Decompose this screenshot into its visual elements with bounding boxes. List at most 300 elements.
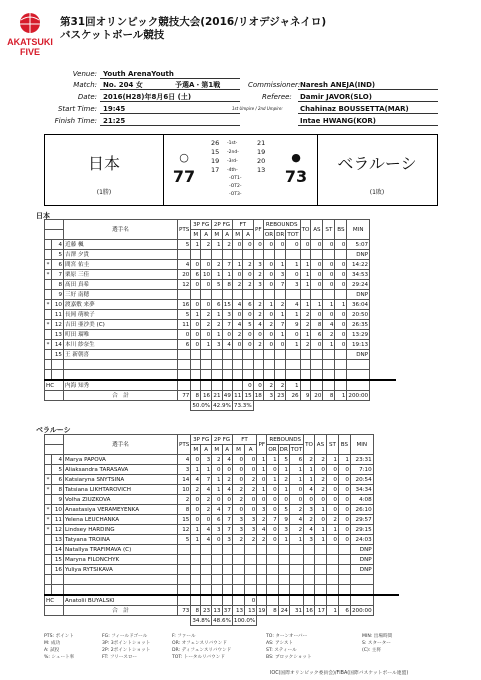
period-row bbox=[205, 139, 277, 148]
stat-cell: 2 bbox=[245, 475, 257, 485]
hc-label: HC bbox=[45, 595, 64, 606]
stat-cell: 0 bbox=[311, 310, 323, 320]
legend-item: TOT: トータルリバウンド bbox=[172, 655, 225, 660]
period-away: 21 bbox=[257, 139, 266, 147]
stat-cell: 4 bbox=[232, 320, 242, 330]
stat-cell: 7 bbox=[222, 515, 232, 525]
ot-label: -OT3- bbox=[229, 192, 242, 197]
stat-cell bbox=[314, 545, 326, 555]
stat-cell: 1 bbox=[267, 475, 278, 485]
legend-item: OR: オフェンスリバウンド bbox=[172, 641, 227, 646]
stat-cell: 8 bbox=[311, 320, 323, 330]
stat-cell: 2 bbox=[178, 495, 191, 505]
stat-cell: DNP bbox=[347, 250, 370, 260]
match-round: 予選A・第1戦 bbox=[175, 81, 221, 89]
stat-cell: 1 bbox=[300, 280, 311, 290]
stat-cell: 0 bbox=[338, 505, 350, 515]
stat-cell: 0 bbox=[338, 475, 350, 485]
stat-cell: 0 bbox=[267, 495, 278, 505]
stat-cell: 14:22 bbox=[347, 260, 370, 270]
stat-cell: 0 bbox=[311, 280, 323, 290]
stat-cell bbox=[178, 350, 191, 360]
player-number: 13 bbox=[52, 535, 64, 545]
stat-cell bbox=[232, 545, 244, 555]
stat-cell: 0 bbox=[323, 240, 335, 250]
stat-cell bbox=[323, 250, 335, 260]
player-number: 16 bbox=[52, 565, 64, 575]
player-number: 10 bbox=[52, 505, 64, 515]
stat-cell bbox=[191, 360, 201, 370]
stat-cell: 4 bbox=[201, 535, 212, 545]
total-cell: 1 bbox=[326, 606, 338, 616]
page-title bbox=[60, 16, 326, 42]
stat-cell bbox=[311, 250, 323, 260]
header-col: REBOUNDS bbox=[263, 220, 300, 230]
stat-cell: 0 bbox=[263, 260, 274, 270]
stat-cell bbox=[267, 585, 278, 596]
stat-cell: 0 bbox=[257, 475, 267, 485]
stat-cell: 10 bbox=[201, 270, 212, 280]
start-label: Start Time: bbox=[57, 105, 97, 113]
stat-cell: 1 bbox=[314, 505, 326, 515]
stat-cell bbox=[201, 555, 212, 565]
stat-cell: 2 bbox=[326, 515, 338, 525]
stat-cell bbox=[243, 370, 253, 381]
total-cell: 8 bbox=[191, 606, 201, 616]
stat-cell: 6 bbox=[178, 340, 191, 350]
stat-cell: 1 bbox=[300, 270, 311, 280]
hc-label: HC bbox=[45, 380, 64, 391]
period-label: -1st- bbox=[227, 141, 238, 146]
total-cell: 77 bbox=[178, 391, 191, 401]
stat-cell: 2 bbox=[278, 475, 289, 485]
total-cell: 21 bbox=[213, 392, 221, 399]
stat-cell bbox=[304, 565, 315, 575]
stat-cell: 23:31 bbox=[350, 455, 373, 465]
player-number: 4 bbox=[52, 455, 64, 465]
stat-cell bbox=[267, 555, 278, 565]
stat-cell bbox=[191, 350, 201, 360]
player-number: 10 bbox=[52, 300, 64, 310]
stat-cell: DNP bbox=[347, 350, 370, 360]
stat-cell: 5 bbox=[178, 310, 191, 320]
stat-cell bbox=[304, 545, 315, 555]
player-number: 5 bbox=[52, 465, 64, 475]
stat-cell: 0 bbox=[201, 280, 212, 290]
stat-cell bbox=[289, 585, 303, 596]
total-cell: 73 bbox=[178, 606, 191, 616]
player-number: 9 bbox=[52, 495, 64, 505]
stat-cell bbox=[304, 575, 315, 585]
stat-cell bbox=[245, 545, 257, 555]
stat-cell: 0 bbox=[245, 495, 257, 505]
stat-cell: 1 bbox=[300, 330, 311, 340]
total-cell: 24 bbox=[278, 606, 289, 616]
player-row bbox=[45, 475, 400, 485]
stat-cell: 15 bbox=[178, 515, 191, 525]
ot-row bbox=[205, 175, 277, 183]
stat-cell: 2 bbox=[243, 280, 253, 290]
stat-cell bbox=[201, 545, 212, 555]
stat-cell: 2 bbox=[323, 330, 335, 340]
player-row bbox=[45, 320, 396, 330]
stat-cell: 0 bbox=[304, 495, 315, 505]
stat-cell bbox=[201, 565, 212, 575]
header-col: MIN bbox=[347, 220, 370, 240]
stat-cell: 2 bbox=[257, 515, 267, 525]
stat-cell: 0 bbox=[335, 330, 347, 340]
stat-cell bbox=[257, 565, 267, 575]
referee-value: Damir JAVOR(SLO) bbox=[300, 93, 372, 101]
stat-cell: 1 bbox=[323, 300, 335, 310]
stat-cell bbox=[335, 360, 347, 370]
stat-cell bbox=[338, 575, 350, 585]
legend-item: MIN: 出場時間 bbox=[362, 634, 393, 639]
stat-cell: 1 bbox=[314, 535, 326, 545]
legend-item: A: 試投 bbox=[44, 648, 60, 653]
stat-cell bbox=[275, 360, 286, 370]
period-row bbox=[205, 166, 277, 175]
player-name: 町田 瑠唯 bbox=[64, 330, 178, 340]
header-col: TO bbox=[304, 435, 315, 455]
header-blank bbox=[45, 230, 64, 240]
stat-cell: 2 bbox=[201, 495, 212, 505]
stat-cell: 4 bbox=[178, 455, 191, 465]
stat-cell: 4 bbox=[201, 485, 212, 495]
legend-item: ST: スティール bbox=[266, 648, 297, 653]
player-name: Marya PAPOVA bbox=[64, 455, 178, 465]
stat-cell: 0 bbox=[212, 535, 222, 545]
header-row bbox=[45, 435, 400, 445]
stat-cell: 0 bbox=[311, 270, 323, 280]
player-row bbox=[45, 330, 396, 340]
stat-cell: 2 bbox=[253, 340, 263, 350]
player-name bbox=[64, 370, 178, 381]
stat-cell: 5 bbox=[278, 455, 289, 465]
stat-cell bbox=[304, 555, 315, 565]
away-result-symbol: ● bbox=[291, 151, 301, 164]
stat-cell bbox=[222, 380, 232, 391]
stat-cell: 4 bbox=[289, 515, 303, 525]
stat-cell: 1 bbox=[191, 465, 201, 475]
stat-cell: 0 bbox=[323, 260, 335, 270]
player-row bbox=[45, 545, 400, 555]
stat-cell: 0 bbox=[335, 320, 347, 330]
pct-blank bbox=[45, 401, 178, 411]
stat-cell bbox=[212, 370, 222, 381]
stat-cell: 0 bbox=[267, 485, 278, 495]
stat-cell bbox=[257, 595, 267, 606]
stat-cell: 2 bbox=[232, 330, 242, 340]
stat-cell bbox=[278, 585, 289, 596]
stat-cell: 0 bbox=[278, 495, 289, 505]
total-cell: 15 bbox=[244, 392, 252, 399]
stat-cell: 0 bbox=[338, 525, 350, 535]
stat-cell bbox=[201, 370, 212, 381]
stat-cell bbox=[286, 370, 300, 381]
stat-cell: 4 bbox=[323, 320, 335, 330]
stat-cell: 0 bbox=[267, 535, 278, 545]
stat-cell: 5 bbox=[278, 505, 289, 515]
stat-cell bbox=[289, 595, 303, 606]
stat-cell: 1 bbox=[222, 270, 232, 280]
pct-row bbox=[45, 616, 400, 626]
stat-cell bbox=[323, 370, 335, 381]
stat-cell bbox=[201, 360, 212, 370]
player-name: 本川 紗奈生 bbox=[64, 340, 178, 350]
stat-cell: 7 bbox=[275, 280, 286, 290]
away-team-name: ベラルーシ bbox=[337, 154, 417, 173]
stat-cell: 3 bbox=[304, 505, 315, 515]
stat-cell bbox=[243, 360, 253, 370]
stat-cell bbox=[253, 290, 263, 300]
stat-cell: 1 bbox=[191, 240, 201, 250]
stat-cell: 1 bbox=[212, 475, 222, 485]
stat-cell bbox=[350, 595, 373, 606]
stat-cell: 0 bbox=[253, 240, 263, 250]
stat-cell: 9 bbox=[278, 515, 289, 525]
stat-cell: 2 bbox=[232, 495, 244, 505]
total-label: 合 計 bbox=[64, 391, 178, 401]
header-subcol: A bbox=[201, 230, 212, 240]
stat-cell: 0 bbox=[232, 465, 244, 475]
stat-cell bbox=[222, 370, 232, 381]
legend-item: FG: フィールドゴール bbox=[102, 634, 148, 639]
stat-cell: 0 bbox=[286, 270, 300, 280]
stat-cell bbox=[323, 360, 335, 370]
player-name: 長岡 萌映子 bbox=[64, 310, 178, 320]
stat-cell bbox=[300, 350, 311, 360]
period-label: -4th- bbox=[227, 168, 238, 173]
stat-cell: 0 bbox=[243, 310, 253, 320]
stat-cell bbox=[338, 585, 350, 596]
commissioner-label: Commissioner: bbox=[248, 81, 301, 89]
stat-cell bbox=[263, 250, 274, 260]
legend-item: 3P: 3ポイントショット bbox=[102, 641, 151, 646]
stat-cell: 34:34 bbox=[350, 485, 373, 495]
header-subcol: M bbox=[232, 230, 242, 240]
stat-cell bbox=[178, 595, 191, 606]
header-col: ST bbox=[323, 220, 335, 240]
stat-cell: 0 bbox=[267, 525, 278, 535]
stat-cell: 0 bbox=[263, 340, 274, 350]
stat-cell bbox=[311, 360, 323, 370]
stat-cell: 0 bbox=[245, 465, 257, 475]
head-coach-row bbox=[45, 595, 400, 606]
stat-cell: 1 bbox=[267, 455, 278, 465]
player-number: 6 bbox=[52, 475, 64, 485]
stat-cell: 9 bbox=[286, 320, 300, 330]
stat-cell: 0 bbox=[323, 270, 335, 280]
starter-mark bbox=[45, 535, 52, 545]
stat-cell: 0 bbox=[314, 465, 326, 475]
stat-cell: DNP bbox=[350, 545, 373, 555]
stat-cell bbox=[222, 360, 232, 370]
stat-cell: 0 bbox=[263, 310, 274, 320]
stat-cell bbox=[278, 545, 289, 555]
header-player-name: 選手名 bbox=[64, 435, 178, 455]
stat-cell: 1 bbox=[286, 380, 300, 391]
header-subcol: M bbox=[212, 445, 222, 455]
stat-cell bbox=[335, 290, 347, 300]
stat-cell bbox=[311, 380, 323, 391]
home-record: (1勝) bbox=[96, 189, 112, 196]
player-number: 12 bbox=[52, 320, 64, 330]
stat-cell bbox=[253, 360, 263, 370]
stat-cell: 3 bbox=[212, 525, 222, 535]
stat-cell bbox=[253, 370, 263, 381]
stat-cell bbox=[191, 545, 201, 555]
starter-mark: * bbox=[45, 270, 52, 280]
player-number bbox=[52, 370, 64, 381]
player-number: 13 bbox=[52, 330, 64, 340]
stat-cell bbox=[212, 290, 222, 300]
stat-cell: 7 bbox=[222, 260, 232, 270]
player-name: Natallya TRAFIMAVA (C) bbox=[64, 545, 178, 555]
total-cell: 8 bbox=[191, 391, 201, 401]
period-away: 19 bbox=[257, 148, 266, 156]
header-col: MIN bbox=[350, 435, 373, 455]
stat-cell: 0 bbox=[338, 485, 350, 495]
stat-cell: 1 bbox=[191, 525, 201, 535]
title-line-1: 第31回オリンピック競技大会(2016/リオデジャネイロ) bbox=[60, 16, 327, 28]
stat-cell: 1 bbox=[263, 300, 274, 310]
pct-blank bbox=[178, 616, 191, 626]
stat-cell: 2 bbox=[275, 300, 286, 310]
stat-cell: 0 bbox=[335, 310, 347, 320]
stat-cell bbox=[338, 555, 350, 565]
venue-value: Youth ArenaYouth bbox=[103, 70, 174, 78]
stat-cell: 0 bbox=[232, 270, 242, 280]
stat-cell: 0 bbox=[243, 380, 253, 391]
stat-cell: 0 bbox=[222, 330, 232, 340]
stat-cell: 12 bbox=[178, 525, 191, 535]
starter-mark: * bbox=[45, 515, 52, 525]
hc-name: Anatolii BUYALSKI bbox=[64, 595, 178, 606]
stat-cell: 0 bbox=[275, 240, 286, 250]
period-label: -2nd- bbox=[227, 150, 239, 155]
stat-cell bbox=[347, 360, 370, 370]
stat-cell: 1 bbox=[275, 310, 286, 320]
stat-cell: 4 bbox=[232, 300, 242, 310]
stat-cell bbox=[263, 350, 274, 360]
stat-cell: 1 bbox=[338, 455, 350, 465]
stat-cell: 2 bbox=[300, 320, 311, 330]
stat-cell: 2 bbox=[253, 310, 263, 320]
stat-cell: 7 bbox=[275, 320, 286, 330]
period-label: -3rd- bbox=[227, 159, 238, 164]
stat-cell: 0 bbox=[243, 330, 253, 340]
stat-cell: 2 bbox=[314, 485, 326, 495]
player-row bbox=[45, 270, 396, 280]
stat-cell: 2 bbox=[245, 535, 257, 545]
stat-cell: 0 bbox=[212, 465, 222, 475]
stat-cell: 20:50 bbox=[347, 310, 370, 320]
player-number: 5 bbox=[52, 250, 64, 260]
stat-cell: 3 bbox=[222, 310, 232, 320]
total-cell: 200:00 bbox=[348, 392, 369, 399]
stat-cell: 3 bbox=[245, 515, 257, 525]
player-row bbox=[45, 495, 400, 505]
total-cell: 6 bbox=[338, 606, 350, 616]
stat-cell: 2 bbox=[212, 260, 222, 270]
stat-cell bbox=[232, 380, 242, 391]
commissioner-value: Naresh ANEJA(IND) bbox=[300, 81, 376, 89]
legend-item: TO: ターンオーバー bbox=[266, 634, 308, 639]
stat-cell: 0 bbox=[338, 495, 350, 505]
stat-cell bbox=[335, 250, 347, 260]
stat-cell bbox=[257, 545, 267, 555]
stat-cell: 4 bbox=[178, 260, 191, 270]
umpire1-value: Chahinaz BOUSSETTA(MAR) bbox=[300, 105, 409, 113]
stat-cell: 0 bbox=[243, 240, 253, 250]
stat-cell bbox=[212, 545, 222, 555]
stat-cell bbox=[201, 350, 212, 360]
stat-cell: 4 bbox=[253, 320, 263, 330]
stat-cell: 4 bbox=[222, 340, 232, 350]
stat-cell: 1 bbox=[278, 535, 289, 545]
starter-mark bbox=[45, 545, 52, 555]
stat-cell: 1 bbox=[304, 475, 315, 485]
hc-name: 内海 知秀 bbox=[64, 380, 178, 391]
player-row bbox=[45, 360, 396, 370]
logo-text-1: AKATSUKI bbox=[7, 37, 53, 47]
stat-cell bbox=[300, 380, 311, 391]
stat-cell: 7 bbox=[222, 525, 232, 535]
stat-cell bbox=[212, 350, 222, 360]
date-value: 2016(H28)年8月6日 (土) bbox=[103, 93, 192, 101]
stat-cell: 0 bbox=[232, 475, 244, 485]
stat-cell: 0 bbox=[323, 310, 335, 320]
stat-cell bbox=[243, 290, 253, 300]
stat-cell bbox=[212, 555, 222, 565]
player-name: 渡嘉敷 来夢 bbox=[64, 300, 178, 310]
stat-cell: 2 bbox=[201, 310, 212, 320]
stat-cell bbox=[286, 250, 300, 260]
stat-cell bbox=[232, 565, 244, 575]
stat-cell bbox=[300, 360, 311, 370]
player-row bbox=[45, 350, 396, 360]
stat-cell: 2 bbox=[314, 475, 326, 485]
stat-cell bbox=[347, 370, 370, 381]
player-number: 11 bbox=[52, 310, 64, 320]
stat-cell bbox=[300, 250, 311, 260]
stat-cell: 0 bbox=[178, 330, 191, 340]
starter-mark bbox=[45, 360, 52, 370]
stat-cell: 4 bbox=[222, 455, 232, 465]
stat-cell: 0 bbox=[326, 485, 338, 495]
stat-cell bbox=[178, 370, 191, 381]
stat-cell: 1 bbox=[212, 310, 222, 320]
stat-cell bbox=[326, 575, 338, 585]
stat-cell: 5 bbox=[178, 535, 191, 545]
player-name: 吉澤 夕貴 bbox=[64, 250, 178, 260]
stat-cell: 0 bbox=[253, 330, 263, 340]
stat-cell bbox=[311, 350, 323, 360]
player-number: 15 bbox=[52, 350, 64, 360]
total-cell: 26 bbox=[286, 391, 300, 401]
stat-cell bbox=[278, 575, 289, 585]
total-cell: 8 bbox=[267, 606, 278, 616]
stat-cell bbox=[326, 595, 338, 606]
stat-cell bbox=[222, 290, 232, 300]
player-number: 6 bbox=[52, 260, 64, 270]
starter-mark bbox=[45, 290, 52, 300]
player-number: 11 bbox=[52, 515, 64, 525]
stat-cell bbox=[232, 350, 242, 360]
stat-cell: 1 bbox=[311, 300, 323, 310]
header-col: 3P FG bbox=[191, 220, 212, 230]
